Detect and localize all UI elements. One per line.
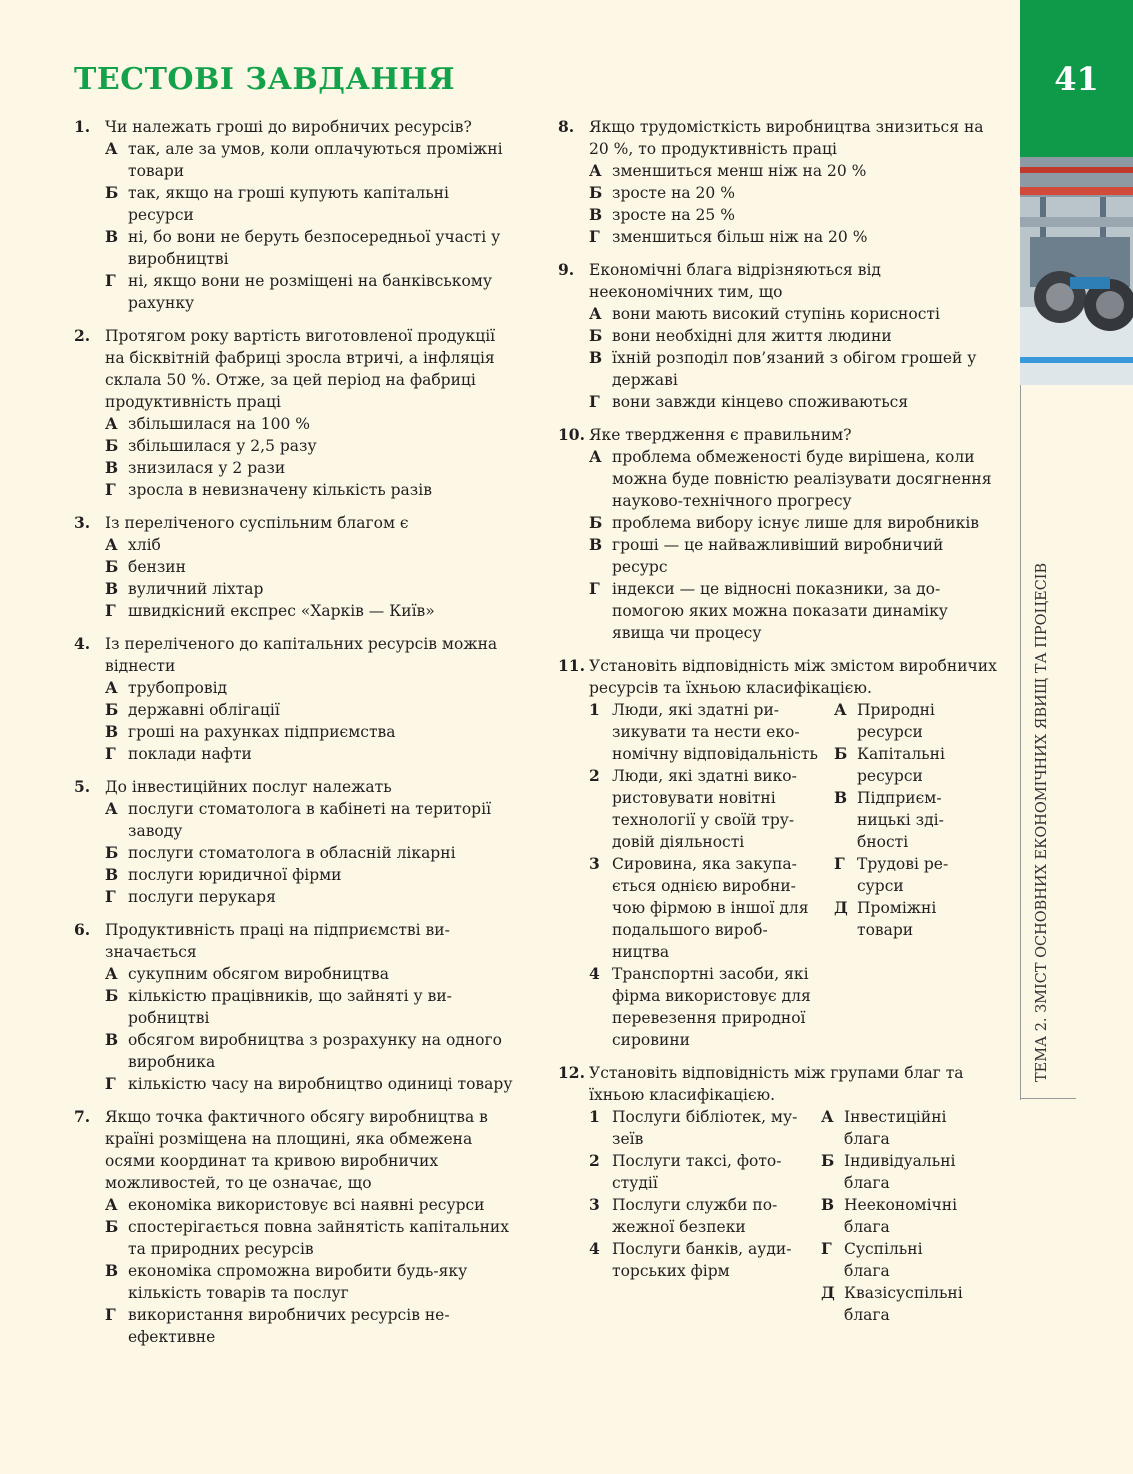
option-a [105, 677, 514, 699]
option-g [105, 600, 514, 622]
option-letter: Г [589, 392, 600, 411]
question-2 [74, 325, 514, 501]
question-9 [558, 259, 998, 413]
matching-left-list [589, 699, 834, 1051]
option-b [105, 182, 514, 226]
option-v [589, 534, 998, 578]
option-v [105, 226, 514, 270]
option-letter: В [589, 535, 603, 554]
question-text: Яке твердження є правильним? [589, 426, 852, 444]
question-number: 8. [558, 117, 575, 136]
match-text: Сировина, яка закупається однією виробничою фірмою в іншої для подальшого виробництва [612, 855, 809, 961]
question-text: Якщо точка фактичного обсягу виробництва в країні розміщена на площині, яка обмежена осями координат та кривою виробничих можливостей, то це означає, що [105, 1108, 488, 1192]
question-5 [74, 776, 514, 908]
option-text: кількістю працівників, що зайняті у виробництві [128, 987, 452, 1027]
question-10 [558, 424, 998, 644]
option-text: використання виробничих ресурсів неефективне [128, 1306, 450, 1346]
match-text: Проміжні товари [857, 899, 937, 939]
match-letter: А [834, 700, 847, 719]
option-text: трубопровід [128, 679, 228, 697]
option-g [105, 479, 514, 501]
option-g [105, 1304, 514, 1348]
option-text: зменшиться менш ніж на 20 % [612, 162, 867, 180]
option-letter: В [105, 1261, 119, 1280]
option-letter: Б [105, 557, 119, 576]
question-7 [74, 1106, 514, 1348]
option-text: сукупним обсягом виробництва [128, 965, 389, 983]
option-a [105, 138, 514, 182]
option-letter: А [105, 678, 118, 697]
match-number: 4 [589, 964, 600, 983]
match-text: Послуги банків, аудиторських фірм [612, 1240, 792, 1280]
option-letter: Г [105, 480, 116, 499]
option-letter: Б [105, 843, 119, 862]
match-text: Квазісуспільні блага [844, 1284, 963, 1324]
option-letter: В [589, 348, 603, 367]
option-b [105, 1216, 514, 1260]
option-text: ні, якщо вони не розміщені на банківському рахунку [128, 272, 492, 312]
option-letter: Б [589, 326, 603, 345]
match-item-2 [589, 1150, 821, 1194]
match-text: Люди, які здатні використовувати новітні технології у своїй трудовій діяльності [612, 767, 797, 851]
match-letter: Б [821, 1151, 835, 1170]
option-letter: А [105, 964, 118, 983]
question-number: 3. [74, 513, 91, 532]
question-number: 1. [74, 117, 91, 136]
option-letter: В [589, 205, 603, 224]
option-letter: В [105, 865, 119, 884]
match-letter: Г [834, 854, 845, 873]
option-text: хліб [128, 536, 161, 554]
question-6 [74, 919, 514, 1095]
option-text: економіка використовує всі наявні ресурси [128, 1196, 485, 1214]
matching-right-list [834, 699, 969, 1051]
option-letter: А [105, 1195, 118, 1214]
option-v [589, 347, 998, 391]
option-text: вони завжди кінцево споживаються [612, 393, 909, 411]
option-text: зросте на 20 % [612, 184, 735, 202]
question-3 [74, 512, 514, 622]
option-letter: А [105, 535, 118, 554]
option-letter: Г [105, 1074, 116, 1093]
option-text: обсягом виробництва з розрахунку на одного виробника [128, 1031, 502, 1071]
option-letter: В [105, 227, 119, 246]
match-letter: В [821, 1195, 835, 1214]
option-a [105, 798, 514, 842]
option-text: збільшилася у 2,5 разу [128, 437, 317, 455]
option-a [105, 963, 514, 985]
page-title: ТЕСТОВІ ЗАВДАННЯ [74, 62, 456, 97]
match-option-v [834, 787, 969, 853]
left-column [74, 116, 514, 1359]
page-number: 41 [1020, 0, 1133, 157]
option-text: проблема вибору існує лише для виробників [612, 514, 980, 532]
option-letter: Б [105, 700, 119, 719]
option-b [589, 512, 998, 534]
option-a [589, 160, 998, 182]
question-number: 12. [558, 1063, 585, 1082]
match-text: Природні ресурси [857, 701, 935, 741]
question-text: Із переліченого до капітальних ресурсів можна віднести [105, 635, 498, 675]
match-letter: А [821, 1107, 834, 1126]
option-b [105, 842, 514, 864]
option-a [105, 1194, 514, 1216]
option-text: послуги стоматолога в кабінеті на території заводу [128, 800, 492, 840]
match-option-a [834, 699, 969, 743]
option-text: гроші на рахунках підприємства [128, 723, 396, 741]
match-item-1 [589, 1106, 821, 1150]
section-side-title: ТЕМА 2. ЗМІСТ ОСНОВНИХ ЕКОНОМІЧНИХ ЯВИЩ ТА ПРОЦЕСІВ [1034, 562, 1050, 1082]
option-g [589, 226, 998, 248]
option-text: збільшилася на 100 % [128, 415, 310, 433]
match-text: Підприємницькі здібності [857, 789, 944, 851]
match-text: Послуги бібліотек, музеїв [612, 1108, 798, 1148]
option-letter: Б [105, 986, 119, 1005]
option-g [105, 886, 514, 908]
matching-left-list [589, 1106, 821, 1326]
option-text: знизилася у 2 рази [128, 459, 286, 477]
factory-photo [1020, 157, 1133, 385]
question-text: Установіть відповідність між групами благ та їхньою класифікацією. [589, 1064, 964, 1104]
question-number: 7. [74, 1107, 91, 1126]
option-a [105, 534, 514, 556]
match-option-d [821, 1282, 969, 1326]
match-letter: Г [821, 1239, 832, 1258]
factory-photo-image [1020, 157, 1133, 385]
option-text: вони необхідні для життя людини [612, 327, 892, 345]
option-g [589, 578, 998, 644]
question-text: Із переліченого суспільним благом є [105, 514, 409, 532]
match-text: Інвестиційні блага [844, 1108, 947, 1148]
match-text: Послуги таксі, фотостудії [612, 1152, 782, 1192]
option-letter: В [105, 1030, 119, 1049]
match-option-g [821, 1238, 969, 1282]
match-text: Суспільні блага [844, 1240, 923, 1280]
question-1 [74, 116, 514, 314]
match-option-b [834, 743, 969, 787]
option-g [105, 1073, 514, 1095]
option-letter: А [589, 161, 602, 180]
option-a [589, 303, 998, 325]
match-text: Трудові ресурси [857, 855, 949, 895]
option-letter: Г [105, 1305, 116, 1324]
option-b [105, 699, 514, 721]
match-option-g [834, 853, 969, 897]
match-option-d [834, 897, 969, 941]
question-11 [558, 655, 998, 1051]
match-text: Люди, які здатні ризикувати та нести економічну відповідальність [612, 701, 818, 763]
match-item-4 [589, 1238, 821, 1282]
matching-table [589, 699, 998, 1051]
option-text: ні, бо вони не беруть безпосередньої участі у виробництві [128, 228, 501, 268]
match-number: 1 [589, 1107, 600, 1126]
match-item-3 [589, 853, 834, 963]
option-letter: А [105, 799, 118, 818]
option-g [105, 270, 514, 314]
option-b [105, 556, 514, 578]
question-text: Чи належать гроші до виробничих ресурсів? [105, 118, 472, 136]
option-a [105, 413, 514, 435]
question-text: Продуктивність праці на підприємстві визначається [105, 921, 450, 961]
match-text: Транспортні засоби, які фірма використовує для перевезення природної сировини [612, 965, 811, 1049]
right-column [558, 116, 998, 1337]
question-number: 5. [74, 777, 91, 796]
option-letter: Г [589, 579, 600, 598]
option-letter: В [105, 458, 119, 477]
option-v [105, 721, 514, 743]
option-v [105, 457, 514, 479]
option-text: послуги перукаря [128, 888, 276, 906]
question-4 [74, 633, 514, 765]
matching-right-list [821, 1106, 969, 1326]
match-text: Послуги служби пожежної безпеки [612, 1196, 778, 1236]
question-number: 4. [74, 634, 91, 653]
option-v [105, 1029, 514, 1073]
option-text: кількістю часу на виробництво одиниці товару [128, 1075, 513, 1093]
match-number: 2 [589, 766, 600, 785]
option-a [589, 446, 998, 512]
question-text: Економічні блага відрізняються від неекономічних тим, що [589, 261, 881, 301]
question-number: 2. [74, 326, 91, 345]
option-letter: А [105, 414, 118, 433]
option-letter: А [105, 139, 118, 158]
match-text: Індивідуальні блага [844, 1152, 956, 1192]
question-number: 9. [558, 260, 575, 279]
option-text: так, але за умов, коли оплачуються проміжні товари [128, 140, 503, 180]
match-text: Неекономічні блага [844, 1196, 958, 1236]
question-text: Установіть відповідність між змістом виробничих ресурсів та їхньою класифікацією. [589, 657, 997, 697]
match-number: 3 [589, 854, 600, 873]
match-letter: В [834, 788, 848, 807]
side-divider-tick [1020, 1098, 1076, 1099]
match-number: 4 [589, 1239, 600, 1258]
option-text: спостерігається повна зайнятість капітальних та природних ресурсів [128, 1218, 509, 1258]
option-text: зменшиться більш ніж на 20 % [612, 228, 868, 246]
option-letter: В [105, 579, 119, 598]
option-letter: Г [105, 271, 116, 290]
question-12 [558, 1062, 998, 1326]
match-number: 1 [589, 700, 600, 719]
option-letter: Б [105, 1217, 119, 1236]
option-text: проблема обмеженості буде вирішена, коли можна буде повністю реалізувати досягнення науково-технічного прогресу [612, 448, 992, 510]
option-text: їхній розподіл пов’язаний з обігом грошей у державі [612, 349, 977, 389]
option-text: гроші — це найважливіший виробничий ресурс [612, 536, 944, 576]
option-text: зросла в невизначену кількість разів [128, 481, 432, 499]
match-option-b [821, 1150, 969, 1194]
option-v [105, 1260, 514, 1304]
option-letter: А [589, 304, 602, 323]
match-letter: Б [834, 744, 848, 763]
match-item-1 [589, 699, 834, 765]
match-option-a [821, 1106, 969, 1150]
match-text: Капітальні ресурси [857, 745, 945, 785]
match-option-v [821, 1194, 969, 1238]
question-number: 6. [74, 920, 91, 939]
option-text: індекси — це відносні показники, за допомогою яких можна показати динаміку явища чи процесу [612, 580, 948, 642]
option-text: вуличний ліхтар [128, 580, 264, 598]
option-letter: В [105, 722, 119, 741]
option-letter: Г [105, 601, 116, 620]
option-b [589, 182, 998, 204]
option-letter: Б [589, 513, 603, 532]
match-letter: Д [834, 898, 848, 917]
option-letter: Б [105, 183, 119, 202]
option-text: так, якщо на гроші купують капітальні ресурси [128, 184, 449, 224]
question-text: До інвестиційних послуг належать [105, 778, 392, 796]
match-item-2 [589, 765, 834, 853]
match-item-4 [589, 963, 834, 1051]
option-text: поклади нафти [128, 745, 252, 763]
match-item-3 [589, 1194, 821, 1238]
option-letter: А [589, 447, 602, 466]
option-text: зросте на 25 % [612, 206, 735, 224]
option-v [105, 864, 514, 886]
option-text: швидкісний експрес «Харків — Київ» [128, 602, 435, 620]
option-b [589, 325, 998, 347]
option-letter: Б [589, 183, 603, 202]
option-text: послуги стоматолога в обласній лікарні [128, 844, 456, 862]
question-8 [558, 116, 998, 248]
question-number: 10. [558, 425, 585, 444]
option-v [589, 204, 998, 226]
matching-table [589, 1106, 998, 1326]
option-text: вони мають високий ступінь корисності [612, 305, 940, 323]
question-text: Протягом року вартість виготовленої продукції на бісквітній фабриці зросла втричі, а інфляція склала 50 %. Отже, за цей період на фабриці продуктивність праці [105, 327, 496, 411]
option-letter: Г [589, 227, 600, 246]
question-text: Якщо трудомісткість виробництва знизиться на 20 %, то продуктивність праці [589, 118, 984, 158]
match-number: 3 [589, 1195, 600, 1214]
side-divider [1020, 385, 1021, 1100]
option-text: економіка спроможна виробити будь-яку кількість товарів та послуг [128, 1262, 468, 1302]
option-letter: Г [105, 887, 116, 906]
option-b [105, 985, 514, 1029]
option-g [105, 743, 514, 765]
option-v [105, 578, 514, 600]
question-number: 11. [558, 656, 585, 675]
option-b [105, 435, 514, 457]
option-letter: Г [105, 744, 116, 763]
option-letter: Б [105, 436, 119, 455]
option-text: державні облігації [128, 701, 280, 719]
option-text: послуги юридичної фірми [128, 866, 342, 884]
option-g [589, 391, 998, 413]
match-number: 2 [589, 1151, 600, 1170]
match-letter: Д [821, 1283, 835, 1302]
option-text: бензин [128, 558, 186, 576]
